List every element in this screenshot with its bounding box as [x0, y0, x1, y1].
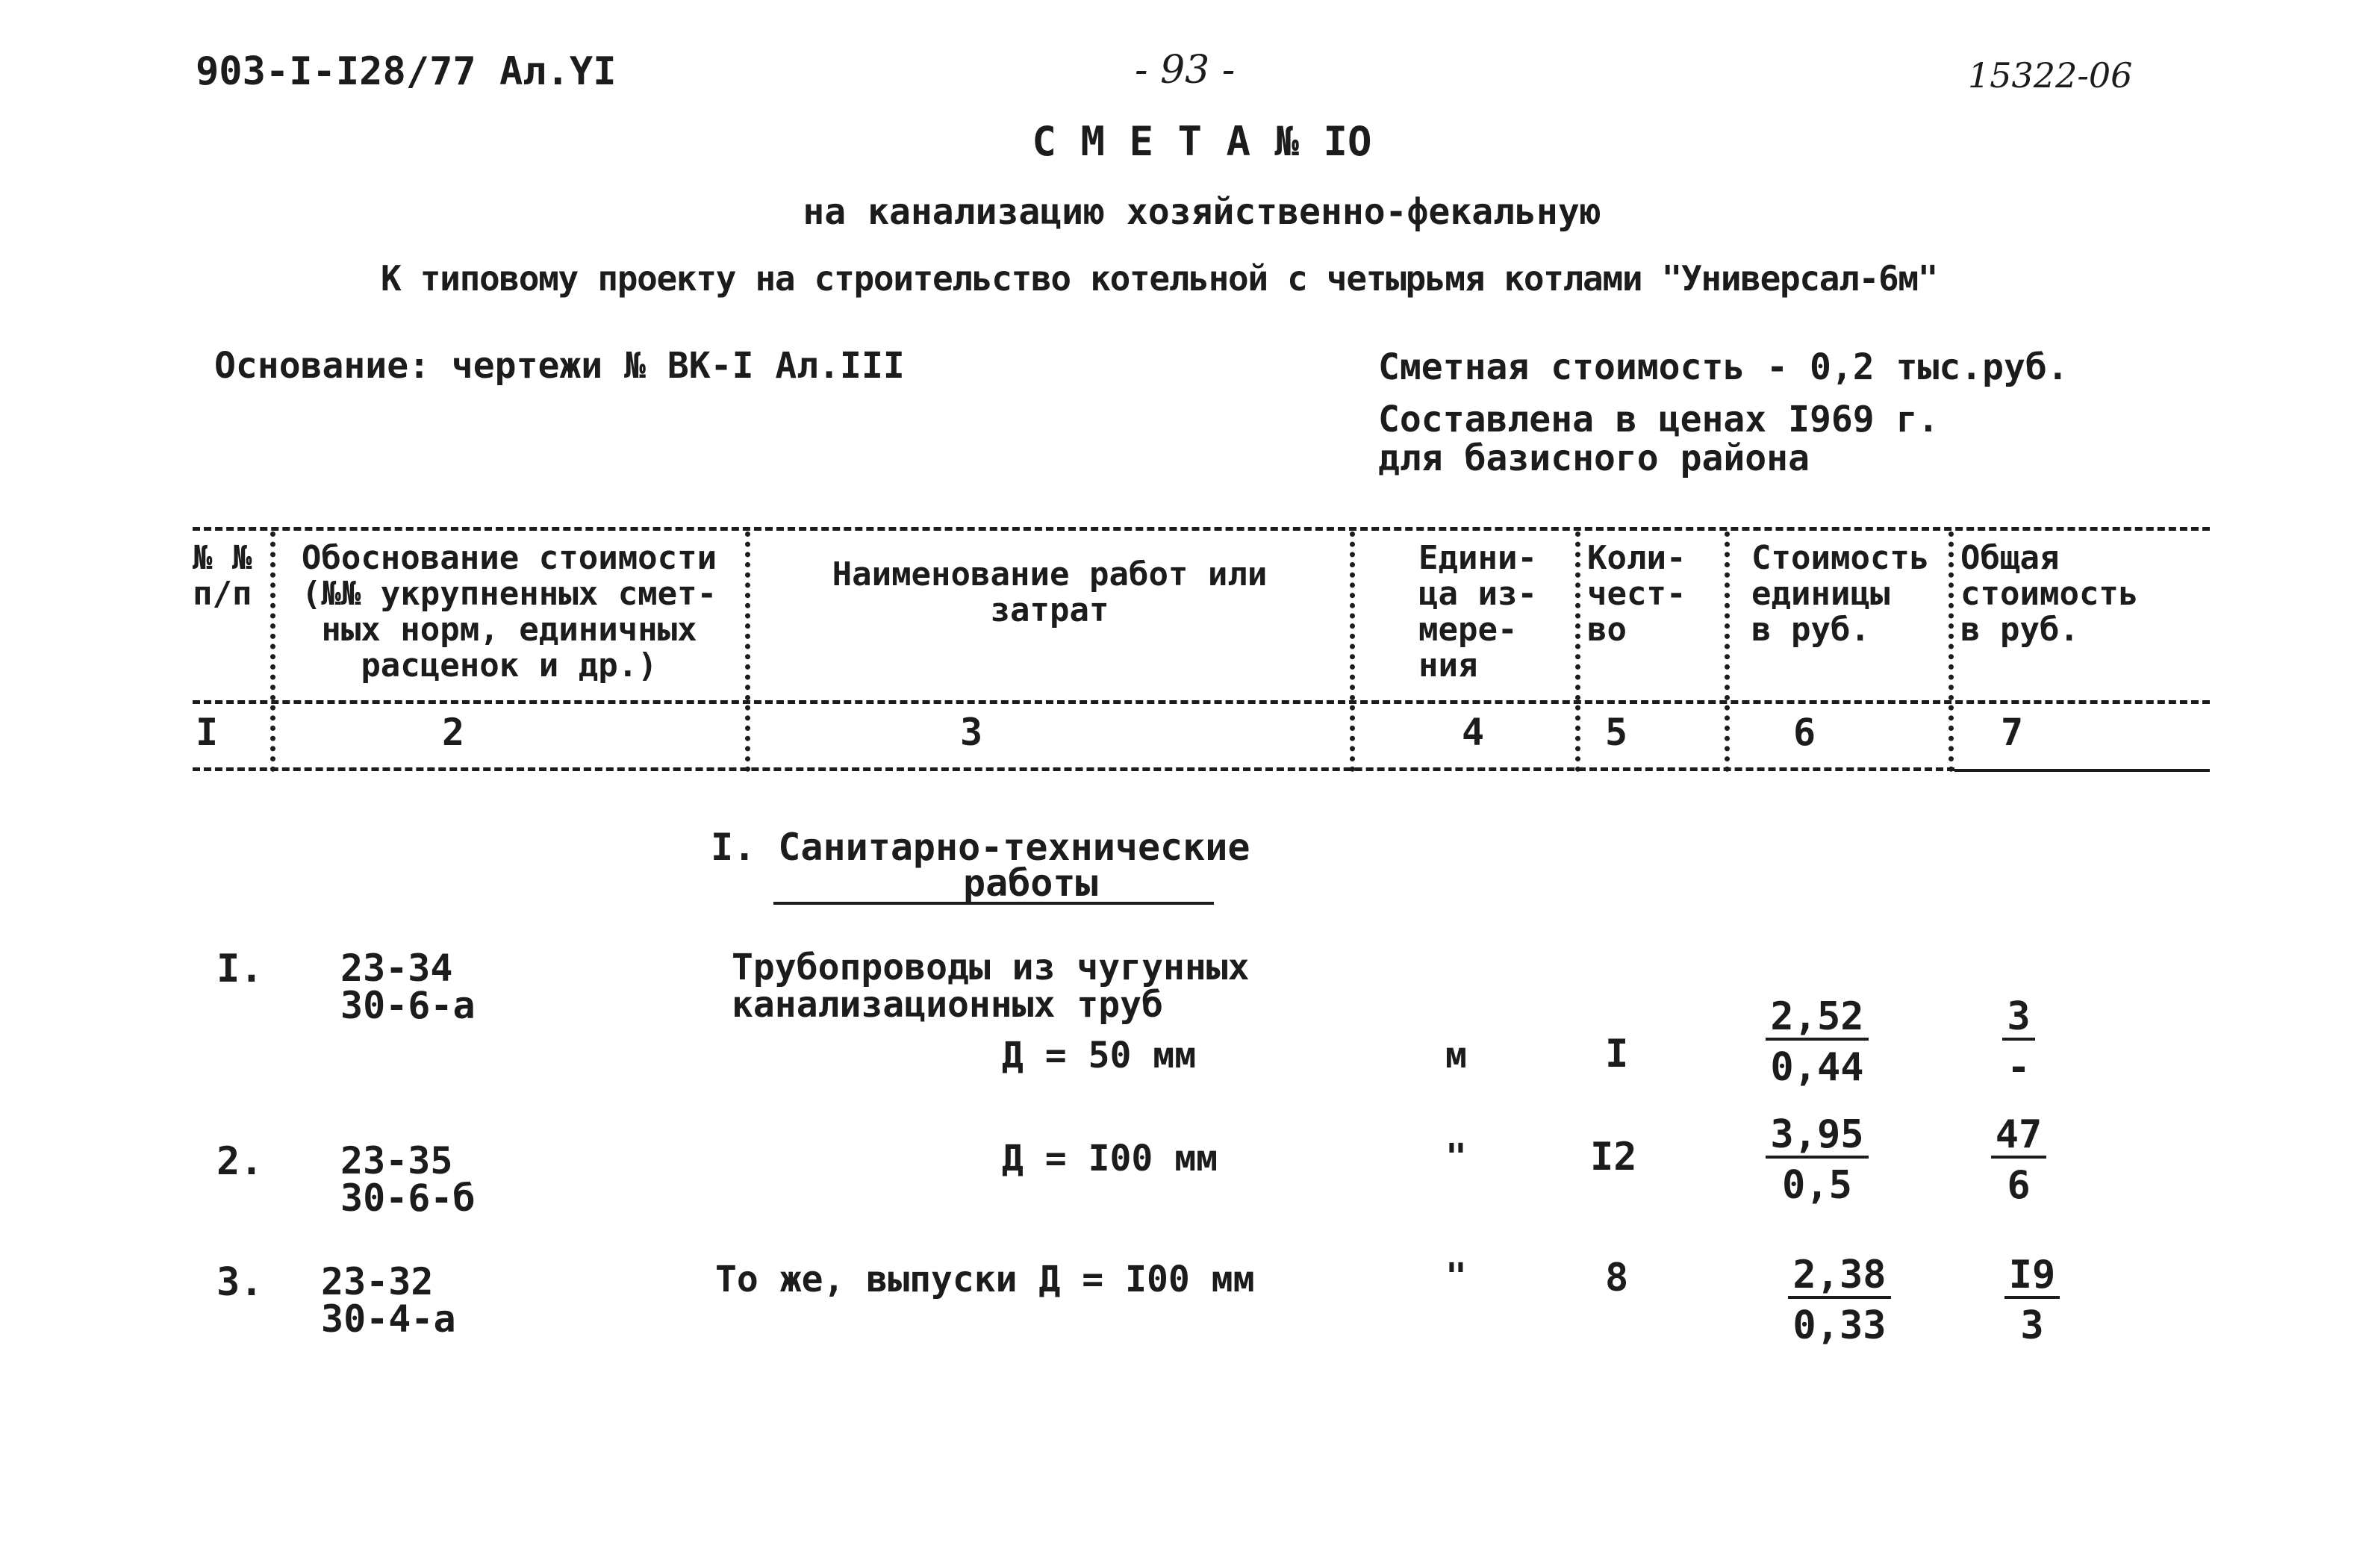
section-heading: I. Санитарно-технические: [711, 826, 1250, 869]
row-2-total-top: 47: [1991, 1115, 2047, 1159]
header-cost-basis: Обоснование стоимости (№№ укрупненных смет- ных норм, единичных расценок и др.): [301, 539, 717, 685]
row-1-number: I.: [216, 947, 264, 991]
row-3-total-top: I9: [2004, 1256, 2060, 1299]
column-number-1: I: [196, 711, 219, 754]
row-3-number: 3.: [216, 1260, 264, 1305]
basis-text: Основание: чертежи № ВК-I Ал.III: [214, 345, 905, 387]
row-2-code-2: 30-6-б: [340, 1176, 476, 1220]
row-3-unit-cost: [1780, 1253, 1899, 1348]
row-1-total-top: 3: [2002, 997, 2034, 1041]
row-2-code: 23-35: [340, 1139, 453, 1182]
header-row-number: № № п/п: [193, 539, 252, 613]
header-unit-cost: Стоимость единицы в руб.: [1751, 539, 1930, 649]
section-heading-cont: работы: [963, 861, 1098, 905]
column-separator-2: [745, 532, 750, 772]
column-separator-4: [1575, 532, 1580, 772]
archive-number: 15322-06: [1968, 55, 2133, 96]
row-3-code: 23-32: [321, 1260, 434, 1303]
row-1-total-bottom: -: [2007, 1045, 2031, 1090]
row-1-unit-cost-bottom: 0,44: [1770, 1045, 1864, 1090]
header-quantity: Коли- чест- во: [1587, 539, 1686, 649]
row-1-unit-cost-top: 2,52: [1766, 997, 1868, 1041]
row-2-unit-cost-bottom: 0,5: [1782, 1163, 1852, 1208]
row-3-total-cost: [1972, 1253, 2092, 1348]
row-1-quantity: I: [1605, 1032, 1629, 1076]
column-number-6: 6: [1793, 711, 1816, 754]
row-1-unit-cost: [1757, 994, 1877, 1090]
column-number-3: 3: [960, 711, 983, 754]
project-title: К типовому проекту на строительство котельной с четырьмя котлами "Универсал-6м": [381, 258, 1938, 299]
column-separator-1: [270, 532, 275, 772]
header-work-name: Наименование работ или затрат: [832, 555, 1268, 629]
price-basis-line1: Составлена в ценах I969 г.: [1378, 399, 1940, 440]
row-2-unit-cost: [1757, 1112, 1877, 1208]
column-separator-5: [1725, 532, 1730, 772]
row-2-diameter: Д = I00 мм: [1002, 1138, 1218, 1179]
row-1-code-2: 30-6-а: [340, 984, 476, 1027]
table-numbers-rule: [193, 767, 1954, 771]
table-numbers-rule-end: [1954, 769, 2210, 772]
header-unit: Едини- ца из- мере- ния: [1418, 539, 1537, 685]
row-2-quantity: I2: [1590, 1135, 1637, 1179]
header-total-cost: Общая стоимость в руб.: [1960, 539, 2139, 649]
price-basis-line2: для базисного района: [1378, 437, 1810, 479]
row-1-unit: м: [1445, 1035, 1467, 1076]
row-2-number: 2.: [216, 1139, 264, 1184]
row-2-total-cost: [1959, 1112, 2078, 1208]
row-3-total-bottom: 3: [2020, 1303, 2044, 1348]
row-1-name-2: канализационных труб: [732, 984, 1163, 1026]
row-3-name: То же, выпуски Д = I00 мм: [715, 1259, 1255, 1300]
estimated-cost: Сметная стоимость - 0,2 тыс.руб.: [1378, 346, 2069, 388]
section-underline: [773, 902, 1214, 905]
page-number: - 93 -: [1135, 48, 1236, 93]
row-2-total-bottom: 6: [2007, 1163, 2031, 1208]
column-number-5: 5: [1605, 711, 1628, 754]
column-number-2: 2: [442, 711, 465, 754]
estimate-title: С М Е Т А № IO: [1032, 118, 1372, 165]
column-separator-6: [1948, 532, 1954, 772]
row-3-code-2: 30-4-а: [321, 1297, 456, 1341]
estimate-subtitle: на канализацию хозяйственно-фекальную: [803, 191, 1601, 233]
row-3-quantity: 8: [1605, 1256, 1629, 1300]
column-number-7: 7: [2001, 711, 2024, 754]
row-1-code: 23-34: [340, 947, 453, 990]
row-1-total-cost: [1959, 994, 2078, 1090]
row-3-unit: ": [1445, 1256, 1467, 1297]
table-header-rule: [193, 700, 2210, 704]
document-code: 903-I-I28/77 Ал.YI: [196, 49, 617, 94]
row-2-unit-cost-top: 3,95: [1766, 1115, 1868, 1159]
row-3-unit-cost-bottom: 0,33: [1792, 1303, 1887, 1348]
row-1-diameter: Д = 50 мм: [1002, 1035, 1197, 1076]
column-separator-3: [1350, 532, 1355, 772]
row-1-name: Трубопроводы из чугунных: [732, 947, 1250, 988]
table-top-rule: [193, 527, 2210, 531]
row-3-unit-cost-top: 2,38: [1788, 1256, 1890, 1299]
row-2-unit: ": [1445, 1136, 1467, 1178]
column-number-4: 4: [1462, 711, 1485, 754]
